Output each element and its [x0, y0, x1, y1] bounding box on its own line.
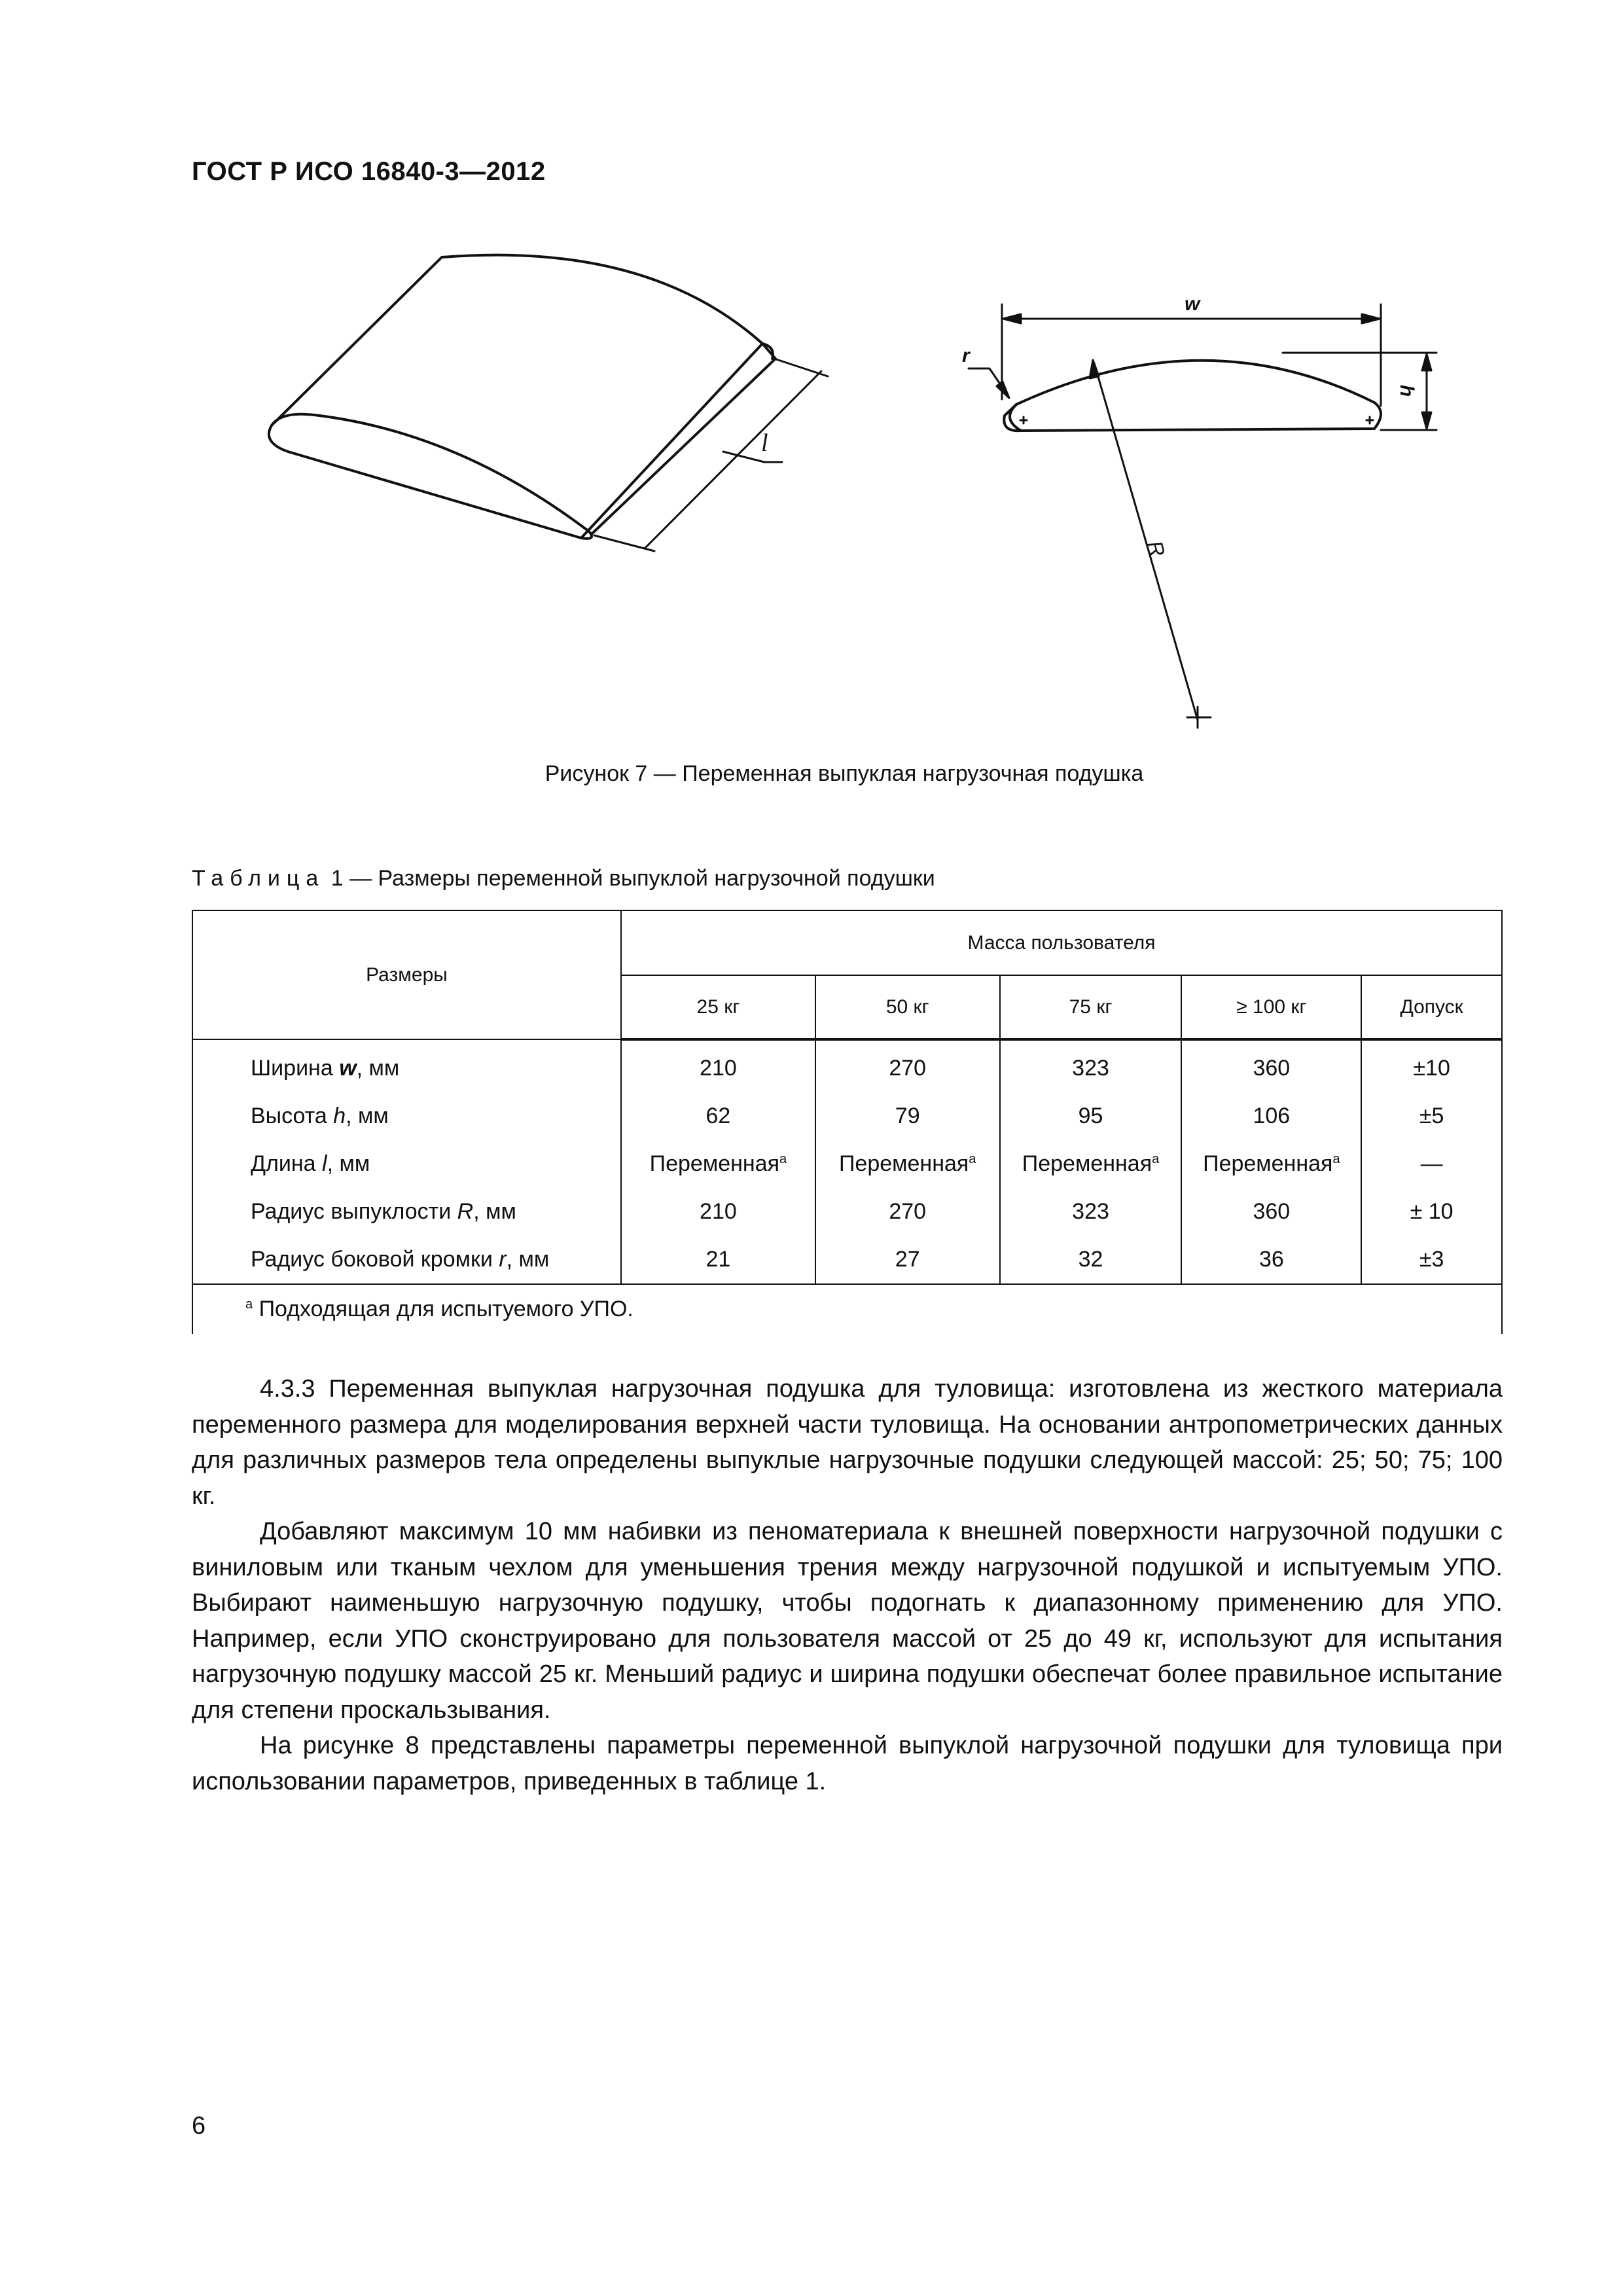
table-cell: ± 10	[1361, 1188, 1502, 1236]
table-cell: 323	[1000, 1039, 1182, 1092]
dimension-w	[1002, 304, 1381, 406]
header-col: ≥ 100 кг	[1181, 975, 1361, 1039]
table-cell: 95	[1000, 1092, 1182, 1140]
row-label: Радиус боковой кромки r, мм	[192, 1236, 621, 1284]
row-label: Длина l, мм	[192, 1140, 621, 1188]
table-title-prefix: Таблица	[192, 866, 325, 891]
table-cell: 210	[621, 1188, 815, 1236]
cushion-drawing	[0, 0, 1623, 772]
dimensions-table	[192, 910, 1503, 1334]
label-R: R	[1143, 538, 1170, 560]
header-dimensions: Размеры	[192, 910, 621, 1039]
row-label: Ширина w, мм	[192, 1039, 621, 1092]
cushion-cross-section	[1004, 361, 1381, 431]
header-col: 50 кг	[815, 975, 1000, 1039]
table-cell: 270	[815, 1039, 1000, 1092]
table-cell: 27	[815, 1236, 1000, 1284]
table-cell: —	[1361, 1140, 1502, 1188]
paragraph: 4.3.3 Переменная выпуклая нагрузочная подушка для туловища: изготовлена из жесткого материала переменного размера для моделирования верхней части туловища. На основании антропометрических данных для различных размеров тела определены выпуклые нагрузочные подушки следующей массой: 25; 50; 75; 100 кг.	[192, 1375, 1503, 1510]
figure-7	[0, 0, 1623, 772]
table-cell: 210	[621, 1039, 815, 1092]
table-cell: 106	[1181, 1092, 1361, 1140]
table-row	[192, 1039, 1502, 1092]
table-row	[192, 1140, 1502, 1188]
table-title-text: 1 — Размеры переменной выпуклой нагрузочной подушки	[325, 866, 935, 891]
table-cell: 62	[621, 1092, 815, 1140]
table-row	[192, 1188, 1502, 1236]
table-footnote: $^a$ Подходящая для испытуемого УПО.	[192, 1284, 1502, 1334]
page-number: 6	[192, 2112, 206, 2140]
row-label: Высота h, мм	[192, 1092, 621, 1140]
paragraph: На рисунке 8 представлены параметры переменной выпуклой нагрузочной подушки для туловища при использовании параметров, приведенных в таблице 1.	[192, 1732, 1503, 1795]
body-text	[192, 1371, 1503, 1799]
table-cell: ±5	[1361, 1092, 1502, 1140]
label-l: l	[761, 429, 768, 457]
table-cell: 323	[1000, 1188, 1182, 1236]
dimension-l	[594, 359, 828, 551]
table-cell: 360	[1181, 1188, 1361, 1236]
table-cell: Переменная$^a$	[1000, 1140, 1182, 1188]
document-header: ГОСТ Р ИСО 16840-3—2012	[192, 157, 546, 186]
table-cell: ±10	[1361, 1039, 1502, 1092]
header-col: 25 кг	[621, 975, 815, 1039]
table-cell: Переменная$^a$	[1181, 1140, 1361, 1188]
paragraph: Добавляют максимум 10 мм набивки из пеноматериала к внешней поверхности нагрузочной подушки с виниловым или тканым чехлом для уменьшения трения между нагрузочной подушкой и испытуемым УПО. Выбирают наименьшую нагрузочную подушку, чтобы подогнать к диапазонному применению для УПО. Например, если УПО сконструировано для пользователя массой от 25 до 49 кг, используют для испытания нагрузочную подушку массой 25 кг. Меньший радиус и ширина подушки обеспечат более правильное испытание для степени проскальзывания.	[192, 1518, 1503, 1724]
header-col: Допуск	[1361, 975, 1502, 1039]
table-cell: 360	[1181, 1039, 1361, 1092]
table-row	[192, 1092, 1502, 1140]
label-h: h	[1396, 384, 1418, 397]
table-cell: 21	[621, 1236, 815, 1284]
figure-caption: Рисунок 7 — Переменная выпуклая нагрузочная подушка	[544, 761, 1144, 786]
table-row	[192, 1236, 1502, 1284]
table-cell: 270	[815, 1188, 1000, 1236]
table-cell: ±3	[1361, 1236, 1502, 1284]
table-cell: 32	[1000, 1236, 1182, 1284]
table-cell: 36	[1181, 1236, 1361, 1284]
header-col: 75 кг	[1000, 975, 1182, 1039]
table-cell: 79	[815, 1092, 1000, 1140]
row-label: Радиус выпуклости R, мм	[192, 1188, 621, 1236]
table-title	[192, 866, 935, 891]
label-w: w	[1185, 293, 1200, 315]
table-cell: Переменная$^a$	[815, 1140, 1000, 1188]
header-mass: Масса пользователя	[621, 910, 1502, 975]
cushion-3d-view	[269, 255, 776, 539]
table-cell: Переменная$^a$	[621, 1140, 815, 1188]
label-r: r	[962, 345, 970, 367]
